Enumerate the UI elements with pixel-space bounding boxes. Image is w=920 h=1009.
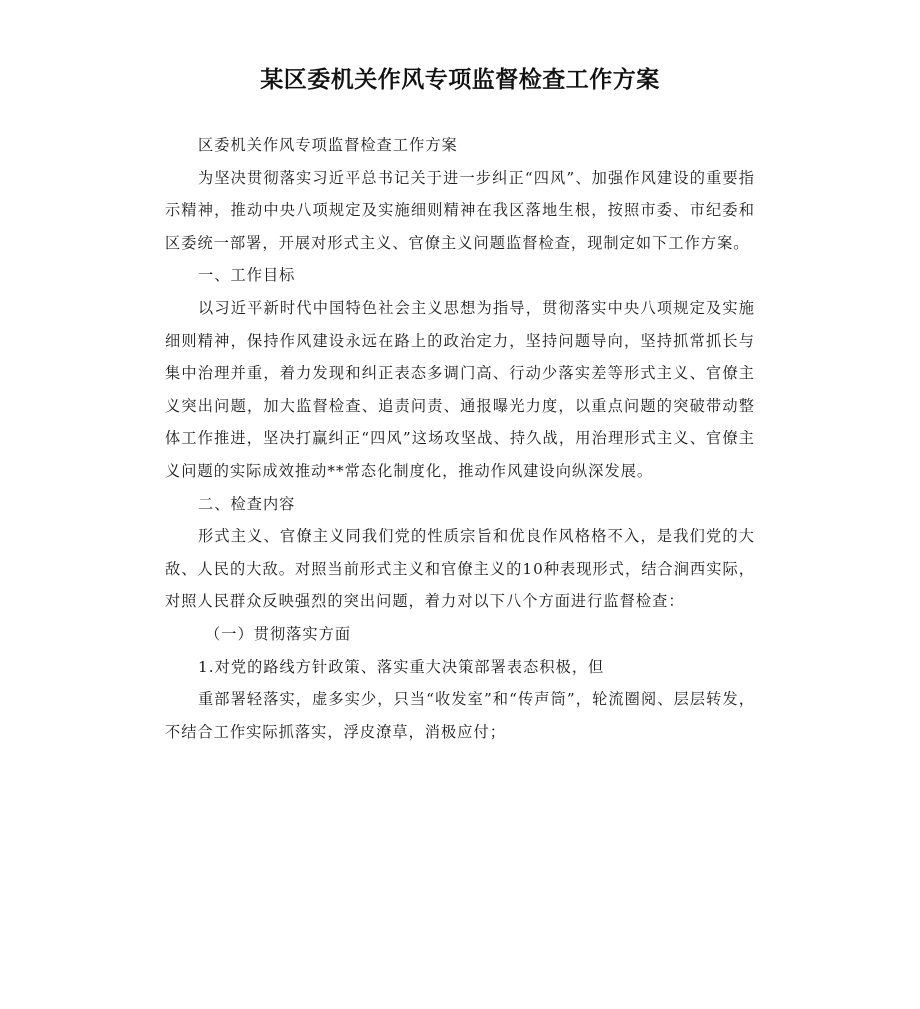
paragraph-intro: 为坚决贯彻落实习近平总书记关于进一步纠正“四风”、加强作风建设的重要指示精神，推动中央八项规定及实施细则精神在我区落地生根，按照市委、市纪委和区委统一部署，开展对形式主义、官僚主义问题监督检查，现制定如下工作方案。 [165, 168, 755, 252]
section-heading-goals: 一、工作目标 [198, 266, 296, 285]
paragraph-subtitle: 区委机关作风专项监督检查工作方案 [198, 136, 458, 154]
paragraph-content: 形式主义、官僚主义同我们党的性质宗旨和优良作风格格不入，是我们党的大敌、人民的大敌。对照当前形式主义和官僚主义的10种表现形式，结合涧西实际，对照人民群众反映强烈的突出问题，着力对以下八个方面进行监督检查： [165, 527, 755, 611]
section-heading-content: 二、检查内容 [198, 494, 296, 513]
document-title: 某区委机关作风专项监督检查工作方案 [260, 67, 660, 93]
list-item-1-continued: 重部署轻落实，虚多实少，只当“收发室”和“传声筒”，轮流圈阅、层层转发，不结合工作实际抓落实，浮皮潦草，消极应付； [165, 690, 755, 741]
document-body [165, 129, 755, 748]
paragraph-goals: 以习近平新时代中国特色社会主义思想为指导，贯彻落实中央八项规定及实施细则精神，保持作风建设永远在路上的政治定力，坚持问题导向，坚持抓常抓长与集中治理并重，着力发现和纠正表态多调门高、行动少落实差等形式主义、官僚主义突出问题，加大监督检查、追责问责、通报曝光力度，以重点问题的突破带动整体工作推进，坚决打赢纠正“四风”这场攻坚战、持久战，用治理形式主义、官僚主义问题的实际成效推动**常态化制度化，推动作风建设向纵深发展。 [165, 298, 755, 480]
list-item-1: 1.对党的路线方针政策、落实重大决策部署表态积极，但 [198, 657, 605, 676]
subsection-heading-implementation: （一）贯彻落实方面 [205, 624, 352, 643]
